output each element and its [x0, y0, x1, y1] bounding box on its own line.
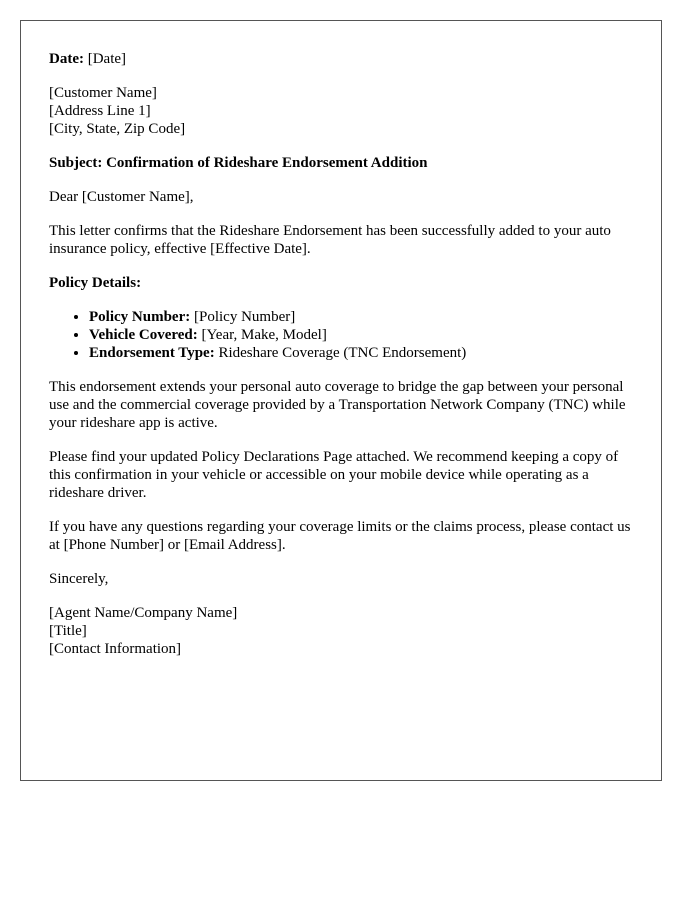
policy-details-list: [49, 308, 633, 362]
signature-contact: [Contact Information]: [49, 641, 182, 657]
coverage-paragraph: This endorsement extends your personal auto coverage to bridge the gap between your personal use and the commercial coverage provided by a Transportation Network Company (TNC) while your rideshare app is active.: [49, 379, 626, 431]
signature-title: [Title]: [49, 623, 87, 639]
date-value: [Date]: [83, 51, 127, 67]
questions-paragraph: If you have any questions regarding your coverage limits or the claims process, please contact us at [Phone Number] or [Email Address].: [49, 519, 631, 553]
date-line: [49, 50, 633, 68]
signature-block: [49, 604, 633, 658]
policy-details-heading: Policy Details:: [49, 275, 142, 291]
endorsement-type-label: Endorsement Type:: [89, 345, 215, 361]
list-item: [89, 308, 633, 326]
recipient-city-line: [City, State, Zip Code]: [49, 121, 186, 137]
list-item: [89, 326, 633, 344]
subject-line: Subject: Confirmation of Rideshare Endorsement Addition: [49, 155, 428, 171]
signature-agent: [Agent Name/Company Name]: [49, 605, 238, 621]
recipient-address-line: [Address Line 1]: [49, 103, 151, 119]
recipient-name: [Customer Name]: [49, 85, 157, 101]
greeting: Dear [Customer Name],: [49, 189, 194, 205]
date-label: Date:: [49, 51, 84, 67]
list-item: [89, 344, 633, 362]
policy-number-value: [Policy Number]: [190, 309, 296, 325]
vehicle-covered-label: Vehicle Covered:: [89, 327, 198, 343]
endorsement-type-value: Rideshare Coverage (TNC Endorsement): [214, 345, 467, 361]
recipient-address: [49, 84, 633, 138]
vehicle-covered-value: [Year, Make, Model]: [197, 327, 327, 343]
policy-number-label: Policy Number:: [89, 309, 191, 325]
intro-paragraph: This letter confirms that the Rideshare Endorsement has been successfully added to your auto insurance policy, effective [Effective Date].: [49, 223, 611, 257]
closing: Sincerely,: [49, 571, 109, 587]
attachment-paragraph: Please find your updated Policy Declarations Page attached. We recommend keeping a copy of this confirmation in your vehicle or accessible on your mobile device while operating as a rideshare driver.: [49, 449, 619, 501]
letter-page: [20, 20, 662, 781]
